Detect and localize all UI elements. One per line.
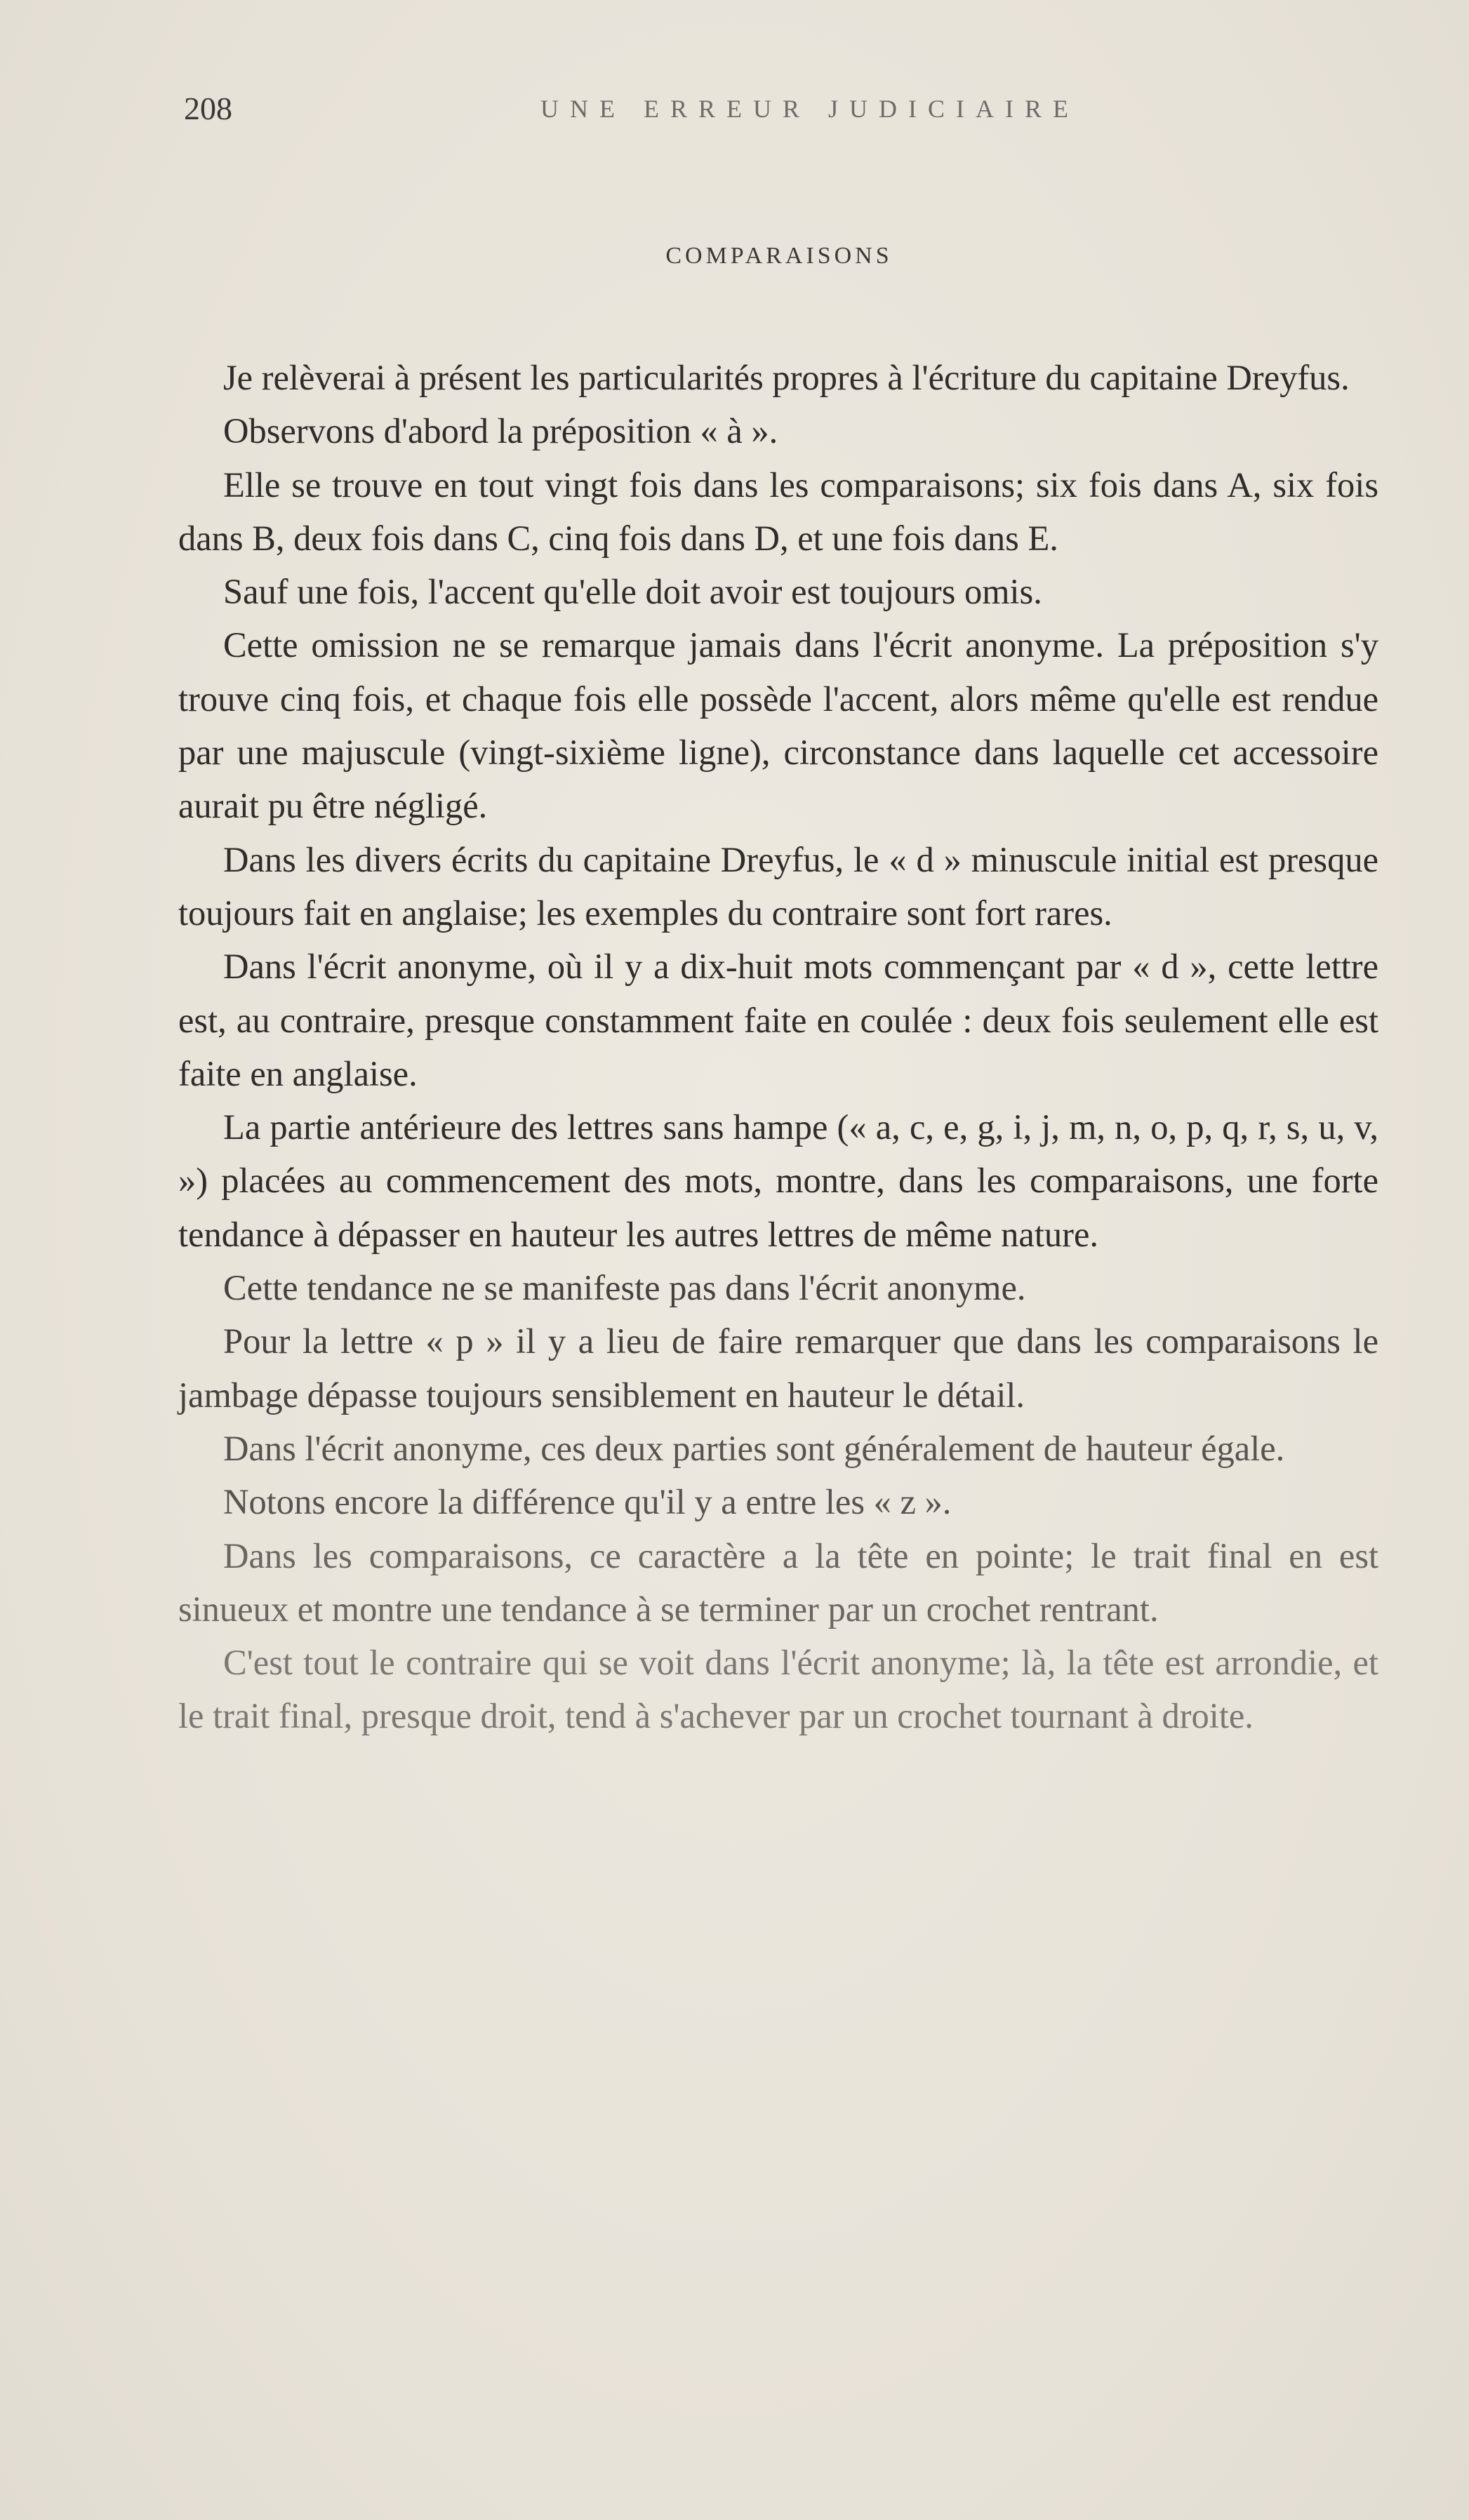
paragraph: Dans l'écrit anonyme, où il y a dix-huit mots commençant par « d », cette lettre est, au contraire, presque constamment faite en coulée : deux fois seulement elle est faite en anglaise. [178, 947, 1378, 1093]
paragraph: Dans les comparaisons, ce caractère a la tête en pointe; le trait final en est sinueux et montre une tendance à se terminer par un crochet rentrant. [178, 1535, 1378, 1629]
running-title: UNE ERREUR JUDICIAIRE [540, 95, 1079, 123]
paragraph: Dans l'écrit anonyme, ces deux parties sont généralement de hauteur égale. [223, 1428, 1285, 1468]
paragraph: Elle se trouve en tout vingt fois dans les comparaisons; six fois dans A, six fois dans B, deux fois dans C, cinq fois dans D, et une fois dans E. [178, 465, 1378, 558]
paragraph: Sauf une fois, l'accent qu'elle doit avoir est toujours omis. [223, 572, 1042, 612]
paragraph: Je relèverai à présent les particularités propres à l'écriture du capitaine Dreyfus. [223, 358, 1350, 397]
paragraph: Observons d'abord la préposition « à ». [223, 411, 778, 451]
paragraph: C'est tout le contraire qui se voit dans l'écrit anonyme; là, la tête est arrondie, et le trait final, presque droit, tend à s'achever par un crochet tournant à droite. [178, 1643, 1378, 1736]
paragraph: Notons encore la différence qu'il y a entre les « z ». [223, 1482, 952, 1522]
paragraph: Pour la lettre « p » il y a lieu de faire remarquer que dans les comparaisons le jambage dépasse toujours sensiblement en hauteur le détail. [178, 1321, 1378, 1415]
page-number: 208 [184, 91, 232, 126]
body-text [178, 351, 1378, 1743]
section-heading: COMPARAISONS [665, 243, 893, 269]
paragraph: Dans les divers écrits du capitaine Dreyfus, le « d » minuscule initial est presque toujours fait en anglaise; les exemples du contraire sont fort rares. [178, 839, 1378, 933]
paragraph: Cette tendance ne se manifeste pas dans l'écrit anonyme. [223, 1268, 1026, 1308]
running-head [184, 90, 1377, 132]
paragraph: Cette omission ne se remarque jamais dans l'écrit anonyme. La préposition s'y trouve cinq fois, et chaque fois elle possède l'accent, alors même qu'elle est rendue par une majuscule (vingt-sixième ligne), circonstance dans laquelle cet accessoire aurait pu être négligé. [178, 625, 1378, 826]
paragraph: La partie antérieure des lettres sans hampe (« a, c, e, g, i, j, m, n, o, p, q, r, s, u, v, ») placées au commencement des mots, montre, dans les comparaisons, une forte tendance à dépasser en hauteur les autres lettres de même nature. [178, 1107, 1378, 1254]
